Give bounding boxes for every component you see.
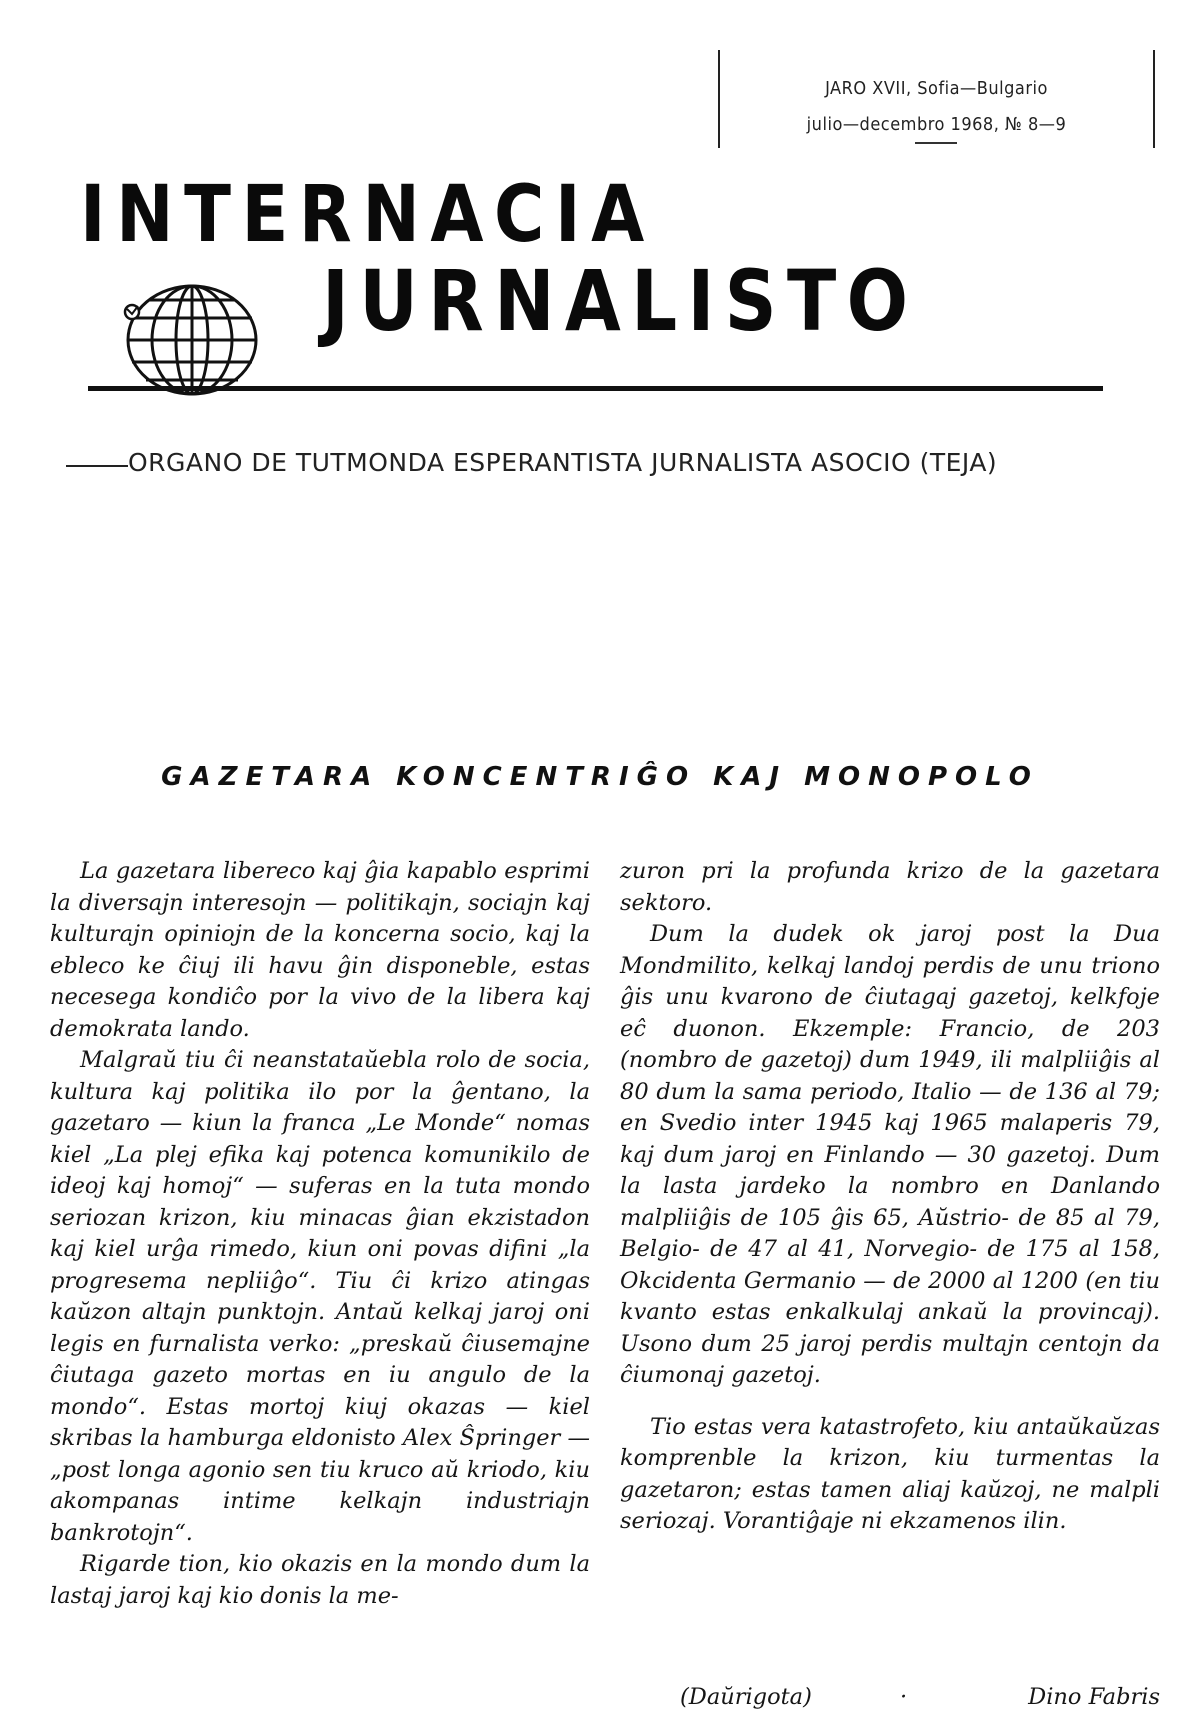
subtitle-text: ORGANO DE TUTMONDA ESPERANTISTA JURNALISTA ASOCIO (TEJA)	[128, 448, 998, 477]
article-paragraph: Malgraŭ tiu ĉi neanstataŭebla rolo de socia, kultura kaj politika ilo por la ĝentano, la gazetaro — kiun la franca „Le Monde“ nomas kiel „La plej efika kaj potenca komunikilo de ideoj kaj homoj“ — suferas en la tuta mondo seriozan krizon, kiu minacas ĝian ekzistadon kaj kiel urĝa rimedo, kiun oni povas difini „la progresema nepliiĝo“. Tiu ĉi krizo atingas kaŭzon altajn punktojn. Antaŭ kelkaj jaroj oni legis en furnalista verko: „preskaŭ ĉiusemajne ĉiutaga gazeto mortas en iu angulo de la mondo“. Estas mortoj kiuj okazas — kiel skribas la hamburga eldonisto Alex Ŝpringer — „post longa agonio sen tiu kruco aŭ kriodo, kiu akompanas intime kelkajn industriajn bankrotojn“.	[50, 1047, 590, 1546]
masthead-subtitle	[66, 448, 1136, 477]
article-right-column	[620, 856, 1160, 1538]
masthead-title-line2: JURNALISTO	[322, 252, 919, 350]
masthead-rule	[88, 386, 1103, 391]
continuation-note: (Daŭrigota)	[680, 1684, 812, 1710]
article-paragraph: Tio estas vera katastrofeto, kiu antaŭkaŭzas komprenble la krizon, kiu turmentas la gazetaron; estas tamen aliaj kaŭzoj, ne malpli seriozaj. Vorantiĝaje ni ekzamenos ilin.	[620, 1413, 1160, 1534]
article-paragraph: La gazetara libereco kaj ĝia kapablo esprimi la diversajn interesojn — politikajn, sociajn kaj kulturajn opiniojn de la koncerna socio, kaj la ebleco ke ĉiuj ili havu ĝin disponeble, estas necesega kondiĉo por la vivo de la libera kaj demokrata lando.	[50, 858, 590, 1042]
article-paragraph: Rigarde tion, kio okazis en la mondo dum la lastaj jaroj kaj kio donis la me-	[50, 1551, 590, 1609]
article-paragraph: Dum la dudek ok jaroj post la Dua Mondmilito, kelkaj landoj perdis de unu triono ĝis unu kvarono de ĉiutagaj gazetoj, kelkfoje eĉ duonon. Ekzemple: Francio, de 203 (nombro de gazetoj) dum 1949, ili malpliiĝis al 80 dum la sama periodo, Italio — de 136 al 79; en Svedio inter 1945 kaj 1965 malaperis 79, kaj dum jaroj en Finlando — 30 gazetoj. Dum la lasta jardeko la nombro en Danlando malpliiĝis de 105 ĝis 65, Aŭstrio- de 85 al 79, Belgio- de 47 al 41, Norvegio- de 175 al 158, Okcidenta Germanio — de 2000 al 1200 (en tiu kvanto estas enkalkulaj ankaŭ la provincaj). Usono dum 25 jaroj perdis multajn centojn da ĉiumonaj gazetoj.	[620, 921, 1160, 1388]
masthead-title-line1: INTERNACIA	[80, 170, 655, 260]
globe-logo-icon	[112, 278, 262, 396]
article-paragraph: zuron pri la profunda krizo de la gazetara sektoro.	[620, 858, 1160, 916]
subtitle-lead-line	[66, 465, 128, 467]
article-left-column	[50, 856, 590, 1612]
issue-date-line: julio—decembro 1968, № 8—9	[806, 114, 1067, 135]
author-name: Dino Fabris	[1028, 1684, 1160, 1710]
volume-place-line: JARO XVII, Sofia—Bulgario	[825, 78, 1048, 99]
separator-dot: ·	[900, 1684, 908, 1710]
article-headline: GAZETARA KONCENTRIĜO KAJ MONOPOLO	[161, 762, 1039, 792]
publication-info-box	[718, 50, 1155, 148]
box-dash-divider	[915, 142, 957, 144]
article-signature	[620, 1684, 1160, 1714]
